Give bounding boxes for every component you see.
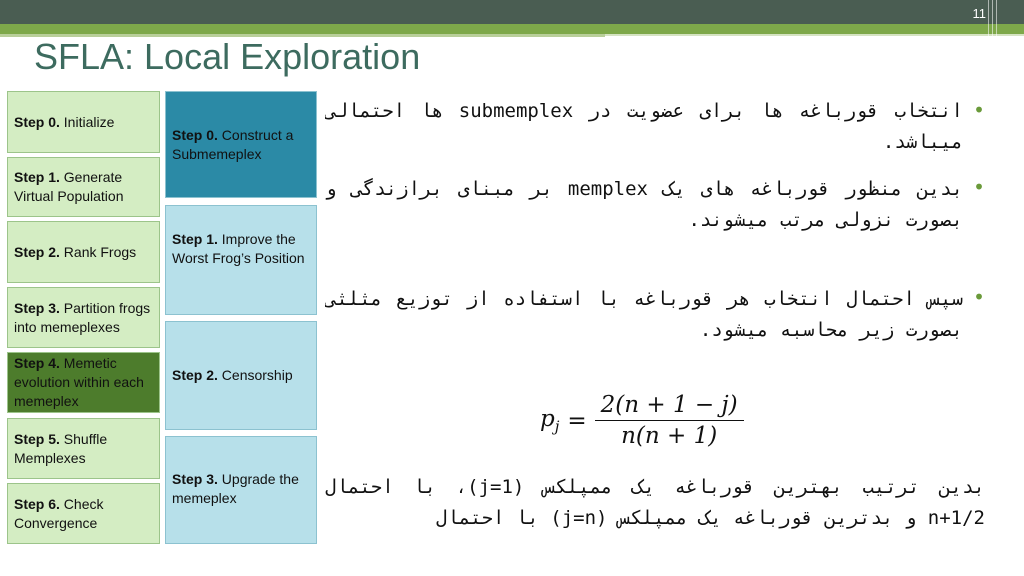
step-label: Step 3.	[14, 299, 60, 316]
tail-paragraph: بدین ترتیب بهترین قورباغه یک ممپلکس (j=1)، با احتمال 2/n+1 و بدترین قورباغه یک ممپلکس (j=n) با احتمال	[325, 476, 985, 529]
bullet-paragraph-1: انتخاب قورباغه ها برای عضویت در submemplex ها احتمالی میباشد.	[325, 100, 963, 153]
formula-fraction	[595, 392, 744, 449]
step-label: Step 2.	[14, 243, 60, 260]
formula-denominator: n(n + 1)	[621, 423, 718, 449]
probability-formula	[540, 392, 744, 449]
header-accent-line-light	[605, 34, 1024, 36]
step-text: Generate Virtual Population	[14, 169, 124, 204]
step-label: Step 1.	[14, 169, 60, 185]
header-dark-band	[0, 0, 1024, 24]
bullet-paragraph-3: سپس احتمال انتخاب هر قورباغه با استفاده از توزیع مثلثی بصورت زیر محاسبه میشود.	[325, 288, 963, 341]
bullet-paragraph-2: بدین منظور قورباغه های یک memplex بر مبنای برازندگی و بصورت نزولی مرتب میشوند.	[325, 178, 964, 231]
content-area	[325, 96, 993, 576]
step-box-mid-3	[165, 436, 317, 544]
step-text: Partition frogs into memeplexes	[14, 299, 151, 335]
bullet-icon: •	[972, 285, 985, 309]
step-box-left-2	[7, 221, 160, 283]
step-text: Upgrade the memeplex	[172, 471, 299, 506]
header-green-band	[0, 24, 1024, 34]
formula-lhs-subscript: j	[554, 417, 560, 436]
step-text: Shuffle Memplexes	[14, 430, 108, 466]
step-box-left-1	[7, 157, 160, 217]
step-label: Step 5.	[14, 430, 60, 447]
step-box-mid-1	[165, 205, 317, 315]
step-label: Step 1.	[172, 231, 218, 247]
step-label: Step 0.	[14, 113, 60, 130]
step-label: Step 0.	[172, 127, 218, 143]
step-box-left-3	[7, 287, 160, 348]
step-box-left-4-active	[7, 352, 160, 413]
step-label: Step 4.	[14, 355, 60, 371]
step-label: Step 3.	[172, 471, 218, 487]
slide-number: 11	[972, 6, 986, 21]
step-text: Memetic evolution within each memeplex	[14, 355, 144, 409]
header-stripes-decoration	[988, 0, 1000, 36]
bullet-icon: •	[972, 175, 985, 199]
step-box-mid-2	[165, 321, 317, 430]
formula-numerator: 2(n + 1 − j)	[595, 392, 744, 421]
step-box-left-0	[7, 91, 160, 153]
step-text: Improve the Worst Frog’s Position	[172, 231, 305, 266]
bullet-icon: •	[972, 98, 985, 122]
step-text: Rank Frogs	[59, 243, 137, 260]
formula-lhs: $p_j$	[540, 405, 560, 436]
step-box-mid-0-active	[165, 91, 317, 198]
step-text: Check Convergence	[14, 495, 104, 531]
step-label: Step 2.	[172, 367, 218, 383]
step-text: Initialize	[59, 113, 115, 130]
step-text: Censorship	[217, 367, 293, 383]
slide-title: SFLA: Local Exploration	[34, 36, 421, 77]
formula-equals: =	[567, 407, 587, 434]
step-box-left-5	[7, 418, 160, 479]
step-box-left-6	[7, 483, 160, 544]
step-text: Construct a Submemeplex	[172, 127, 294, 162]
step-label: Step 6.	[14, 495, 60, 512]
